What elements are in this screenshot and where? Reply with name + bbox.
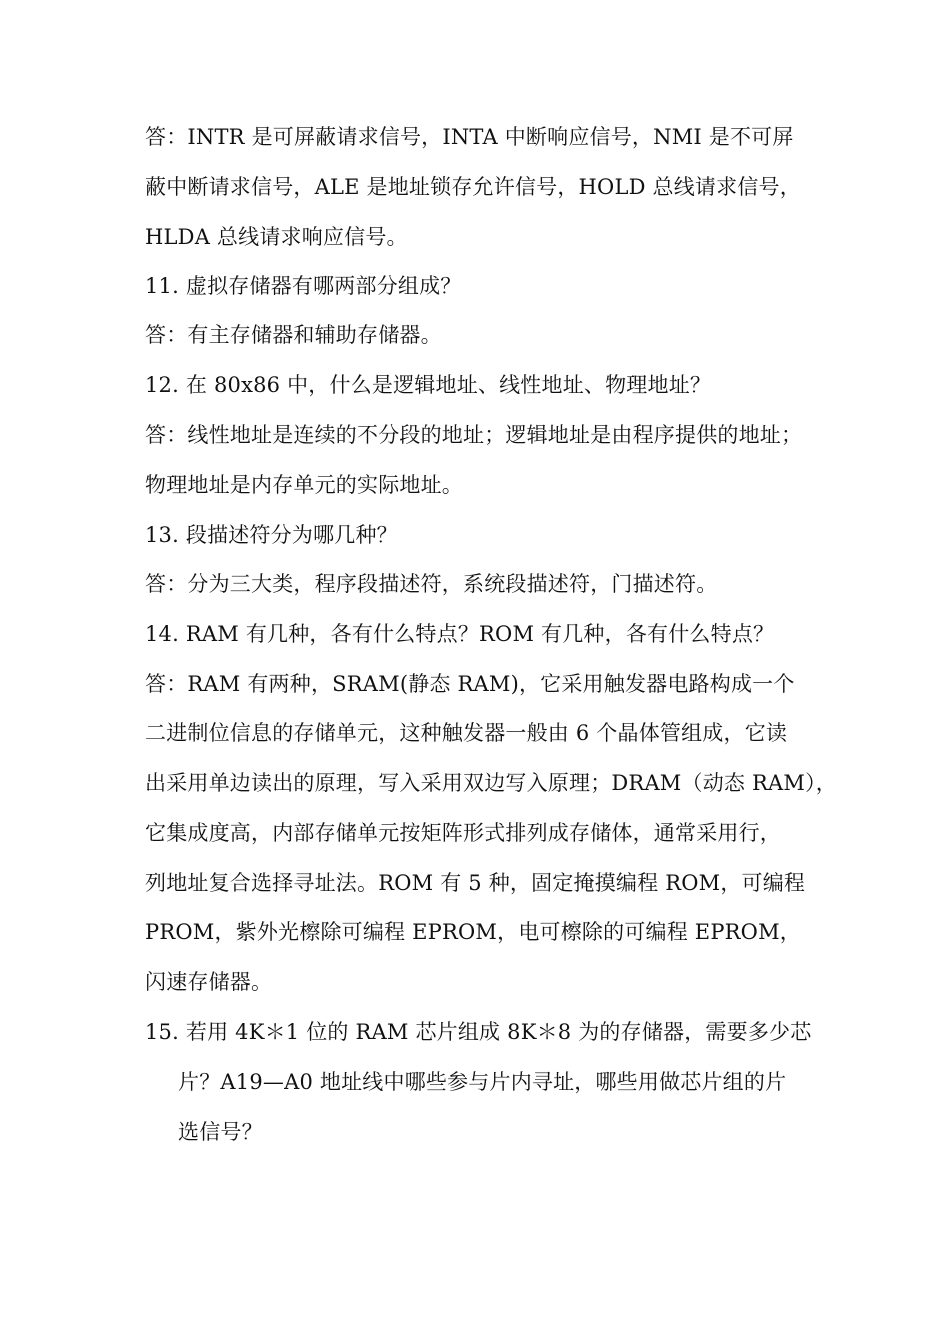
- question-14: 14. RAM 有几种，各有什么特点？ROM 有几种，各有什么特点？: [145, 622, 775, 646]
- answer-14-line-4: 它集成度高，内部存储单元按矩阵形式排列成存储体，通常采用行，: [145, 821, 781, 845]
- answer-10-line-3: HLDA 总线请求响应信号。: [145, 225, 408, 249]
- answer-10-line-2: 蔽中断请求信号，ALE 是地址锁存允许信号，HOLD 总线请求信号，: [145, 175, 801, 199]
- answer-14-line-5: 列地址复合选择寻址法。ROM 有 5 种，固定掩摸编程 ROM，可编程: [145, 871, 806, 895]
- answer-14-line-7: 闪速存储器。: [145, 970, 273, 994]
- answer-14-line-1: 答：RAM 有两种，SRAM(静态 RAM)，它采用触发器电路构成一个: [145, 672, 795, 696]
- answer-14-line-6: PROM，紫外光檫除可编程 EPROM，电可檫除的可编程 EPROM，: [145, 920, 801, 944]
- answer-13: 答：分为三大类，程序段描述符，系统段描述符，门描述符。: [145, 572, 718, 596]
- question-11: 11. 虚拟存储器有哪两部分组成？: [145, 274, 462, 298]
- question-15-line-2: 片？A19—A0 地址线中哪些参与片内寻址，哪些用做芯片组的片: [178, 1070, 787, 1094]
- answer-12-line-1: 答：线性地址是连续的不分段的地址；逻辑地址是由程序提供的地址；: [145, 423, 803, 447]
- answer-12-line-2: 物理地址是内存单元的实际地址。: [145, 473, 463, 497]
- answer-14-line-2: 二进制位信息的存储单元，这种触发器一般由 6 个晶体管组成，它读: [145, 721, 788, 745]
- answer-14-line-3: 出采用单边读出的原理，写入采用双边写入原理；DRAM（动态 RAM），: [145, 771, 837, 795]
- question-12: 12. 在 80x86 中，什么是逻辑地址、线性地址、物理地址？: [145, 373, 712, 397]
- question-15-line-1: 15. 若用 4K＊1 位的 RAM 芯片组成 8K＊8 为的存储器，需要多少芯: [145, 1020, 812, 1044]
- answer-11: 答：有主存储器和辅助存储器。: [145, 323, 442, 347]
- question-15-line-3: 选信号？: [178, 1120, 263, 1144]
- answer-10-line-1: 答：INTR 是可屏蔽请求信号，INTA 中断响应信号，NMI 是不可屏: [145, 125, 794, 149]
- question-13: 13. 段描述符分为哪几种？: [145, 523, 398, 547]
